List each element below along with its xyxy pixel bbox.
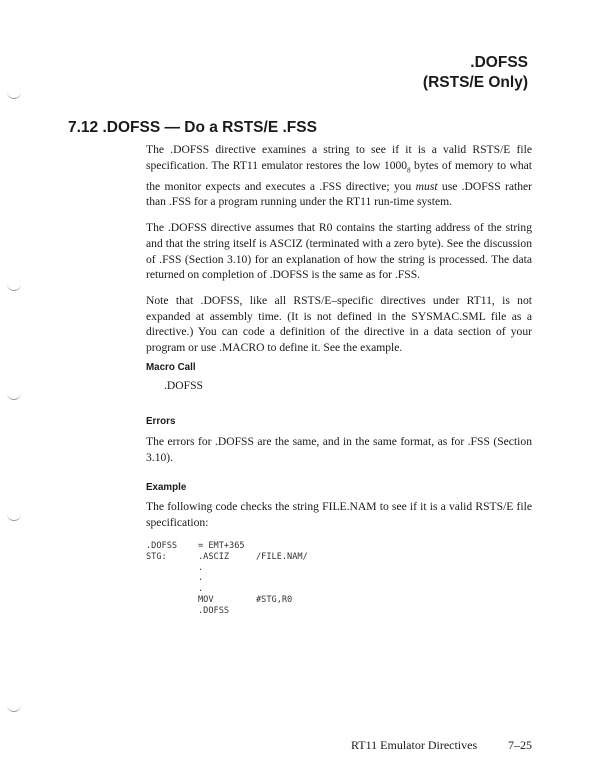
binder-hole-mark	[7, 284, 21, 291]
code-label: STG:	[146, 551, 167, 562]
example-text: The following code checks the string FILE.NAM to see if it is a valid RSTS/E file specification:	[146, 500, 532, 529]
errors-heading: Errors	[146, 416, 176, 427]
code-op: = EMT+365	[198, 541, 245, 551]
code-op: .	[198, 562, 204, 573]
body-text	[146, 142, 532, 366]
binder-hole-mark	[7, 92, 21, 99]
binder-hole-mark	[7, 705, 21, 712]
code-op: .DOFSS	[198, 605, 230, 616]
example-heading: Example	[146, 482, 187, 493]
macro-call-text: .DOFSS	[164, 379, 203, 392]
section-heading: 7.12 .DOFSS — Do a RSTS/E .FSS	[68, 119, 317, 136]
binder-hole-mark	[7, 393, 21, 400]
running-head	[423, 53, 528, 93]
binder-hole-mark	[7, 514, 21, 521]
running-head-title: .DOFSS	[470, 54, 528, 71]
running-head-subtitle: (RSTS/E Only)	[422, 74, 528, 91]
code-operand: #STG,R0	[256, 594, 293, 605]
code-operand: /FILE.NAM/	[256, 551, 308, 562]
errors-text: The errors for .DOFSS are the same, and in the same format, as for .FSS (Section 3.10).	[146, 435, 532, 464]
code-op: MOV	[198, 594, 214, 605]
footer-page-number: 7–25	[508, 738, 532, 752]
code-label: .DOFSS	[146, 541, 178, 551]
macro-call-heading: Macro Call	[146, 362, 196, 373]
footer-title: RT11 Emulator Directives	[351, 738, 478, 752]
code-op: .	[198, 584, 204, 595]
paragraph-description: The .DOFSS directive examines a string to see if it is a valid RSTS/E file specification. The RT11 emulator restores the low $1000_8$ bytes of memory to what the monitor expects and executes a .FSS directive; you must use .DOFSS rather than .FSS for a program running under the RT11 run-time system.	[146, 143, 532, 209]
code-op: .ASCIZ	[198, 551, 230, 562]
paragraph-assumptions: The .DOFSS directive assumes that R0 contains the starting address of the string and that the string itself is ASCIZ (terminated with a zero byte). See the discussion of .FSS (Section 3.10) for an explanation of how the string is processed. The data returned on completion of .DOFSS is the same as for .FSS.	[146, 221, 532, 282]
paragraph-note: Note that .DOFSS, like all RSTS/E–specific directives under RT11, is not expanded at assembly time. (It is not defined in the SYSMAC.SML file as a directive.) You can code a definition of the directive in a data section of your program or use .MACRO to define it. See the example.	[146, 293, 532, 355]
code-op: .	[198, 573, 204, 584]
